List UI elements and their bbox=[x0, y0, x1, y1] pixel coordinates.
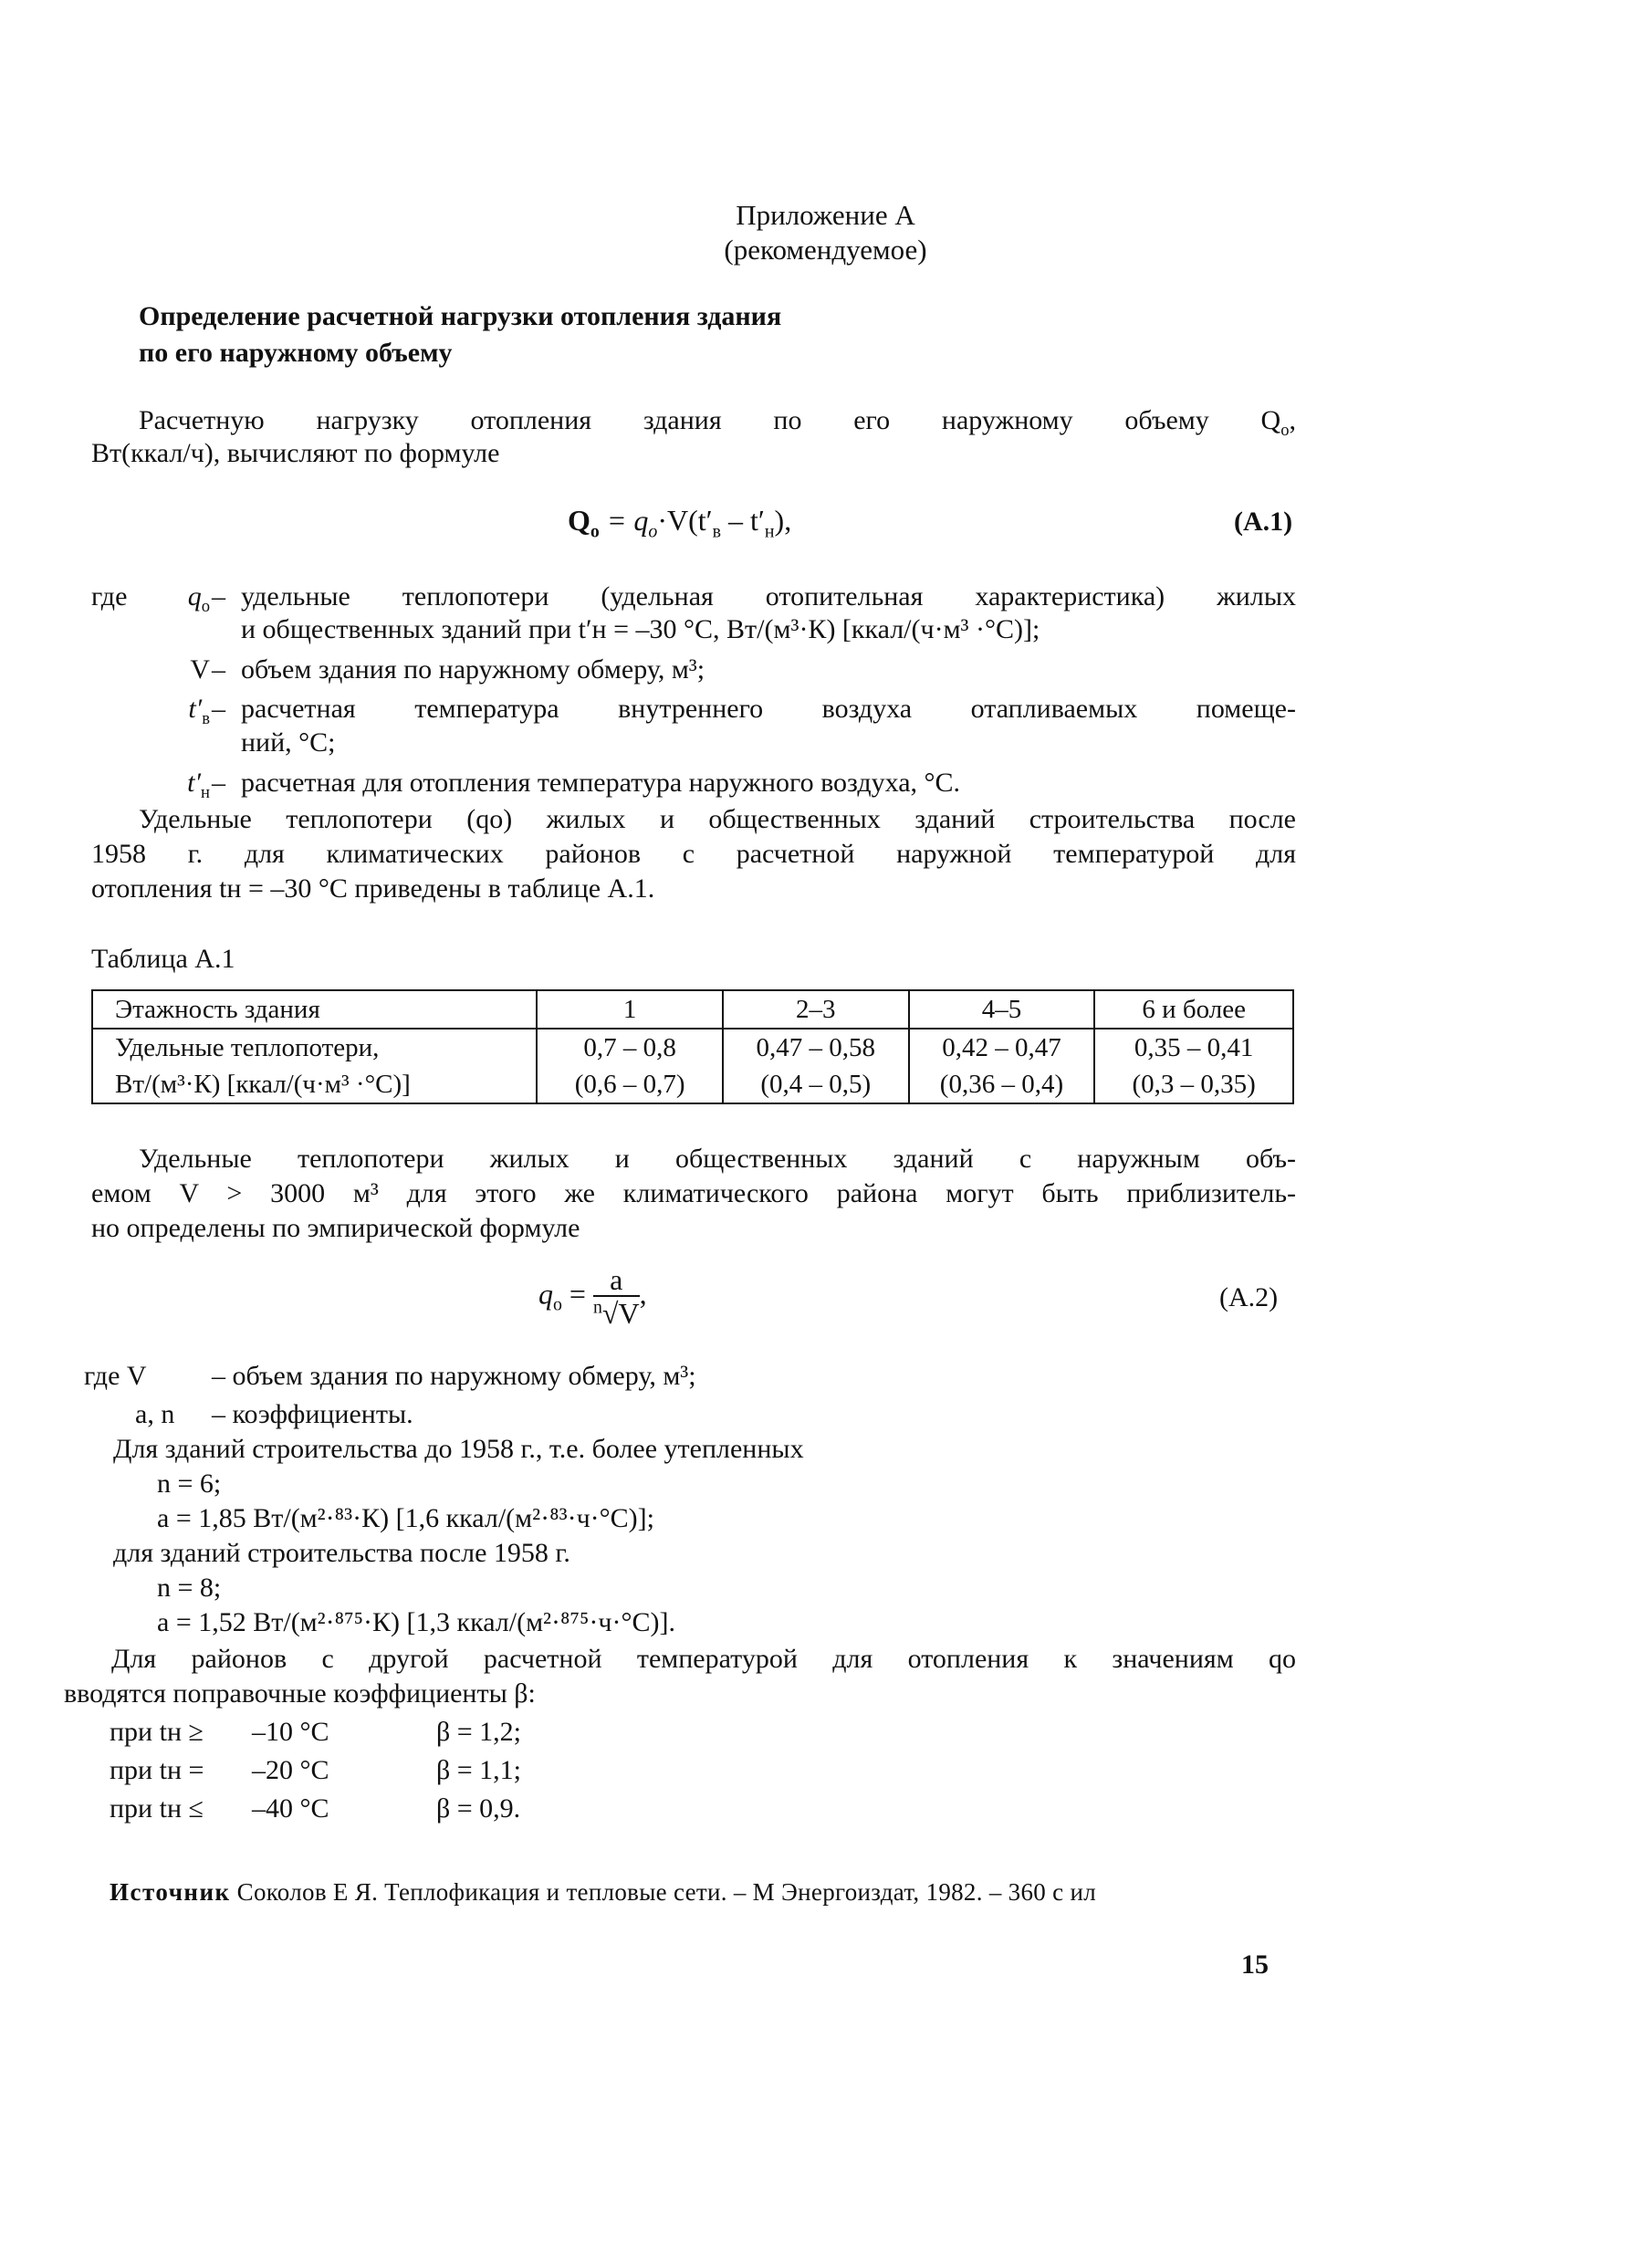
beta-value-2: β = 1,1; bbox=[436, 1755, 522, 1785]
equation-number-a2: (А.2) bbox=[1219, 1282, 1279, 1312]
section-heading-line2: по его наружному объему bbox=[139, 338, 453, 368]
equation-number-a1: (А.1) bbox=[1234, 507, 1293, 537]
beta-temp-1: –10 °С bbox=[252, 1717, 329, 1747]
table-cell: 0,7 – 0,8 bbox=[537, 1029, 723, 1066]
legend-dash: – bbox=[212, 768, 225, 798]
table-cell: 0,35 – 0,41 bbox=[1094, 1029, 1293, 1066]
para3-line3: но определены по эмпирической формуле bbox=[91, 1213, 580, 1243]
legend-desc-v: объем здания по наружному обмеру, м³; bbox=[241, 654, 705, 685]
table-cell: 0,47 – 0,58 bbox=[723, 1029, 909, 1066]
legend-desc-tb-2: ний, °С; bbox=[241, 727, 336, 758]
beta-value-3: β = 0,9. bbox=[436, 1793, 521, 1824]
beta-label-1: при tн ≥ bbox=[110, 1717, 204, 1747]
formula-a1: $Q_о = q_о\cdot V(t'_в - t'_н)$, bbox=[568, 504, 792, 542]
table-row-label-1: Удельные теплопотери, bbox=[92, 1029, 537, 1066]
para3-line2: емом V > 3000 м³ для этого же климатического района могут быть приблизитель- bbox=[91, 1178, 1296, 1208]
legend-desc-qo-2: и общественных зданий при t′н = –30 °С, Вт/(м³·К) [ккал/(ч·м³ ·°С)]; bbox=[241, 614, 1040, 644]
intro-line2: Вт(ккал/ч), вычисляют по формуле bbox=[91, 438, 500, 468]
legend-term-qo: $q_о$ bbox=[187, 581, 210, 616]
coeffs-before-a: a = 1,85 Вт/(м²·⁸³·К) [1,6 ккал/(м²·⁸³·ч·°С)]; bbox=[157, 1503, 654, 1533]
legend-term-tn: $t'_н$ bbox=[187, 768, 210, 802]
table-a1 bbox=[91, 989, 1294, 1104]
para2-line2: 1958 г. для климатических районов с расчетной наружной температурой для bbox=[91, 839, 1296, 869]
table-caption: Таблица А.1 bbox=[91, 944, 235, 974]
coeffs-after-a: a = 1,52 Вт/(м²·⁸⁷⁵·К) [1,3 ккал/(м²·⁸⁷⁵·ч·°С)]. bbox=[157, 1607, 675, 1637]
para4-line1: Для районов с другой расчетной температурой для отопления к значениям qо bbox=[111, 1644, 1296, 1674]
beta-label-2: при tн = bbox=[110, 1755, 204, 1785]
table-cell: (0,36 – 0,4) bbox=[909, 1066, 1095, 1103]
beta-temp-3: –40 °С bbox=[252, 1793, 329, 1824]
legend-dash: – bbox=[212, 654, 225, 685]
beta-value-1: β = 1,2; bbox=[436, 1717, 522, 1747]
beta-temp-2: –20 °С bbox=[252, 1755, 329, 1785]
table-row bbox=[92, 1066, 1293, 1103]
legend2-where-v: где V bbox=[84, 1361, 147, 1391]
para3-line1: Удельные теплопотери жилых и общественных зданий с наружным объ- bbox=[139, 1144, 1296, 1174]
formula-a2: $q_о$ = $\frac{a}{^n√V}$ , bbox=[538, 1263, 647, 1330]
table-col-header: 6 и более bbox=[1094, 990, 1293, 1029]
table-cell: (0,3 – 0,35) bbox=[1094, 1066, 1293, 1103]
table-header-label: Этажность здания bbox=[92, 990, 537, 1029]
para4-line2: вводятся поправочные коэффициенты β: bbox=[64, 1678, 536, 1709]
table-row-label-2: Вт/(м³·К) [ккал/(ч·м³ ·°С)] bbox=[92, 1066, 537, 1103]
appendix-title: Приложение А bbox=[736, 199, 915, 231]
legend-dash: – bbox=[212, 694, 225, 724]
source-label: Источник bbox=[110, 1878, 231, 1906]
coeffs-before-n: n = 6; bbox=[157, 1468, 222, 1499]
coeffs-after-n: n = 8; bbox=[157, 1573, 222, 1603]
legend-dash: – bbox=[212, 581, 225, 611]
appendix-status: (рекомендуемое) bbox=[724, 234, 927, 266]
legend2-desc-v: – объем здания по наружному обмеру, м³; bbox=[212, 1361, 696, 1391]
para2-line3: отопления tн = –30 °С приведены в таблице А.1. bbox=[91, 873, 655, 904]
source-note bbox=[110, 1878, 1096, 1907]
page-number: 15 bbox=[1241, 1949, 1269, 1980]
beta-label-3: при tн ≤ bbox=[110, 1793, 204, 1824]
section-heading-line1: Определение расчетной нагрузки отопления здания bbox=[139, 301, 782, 331]
intro-line1: Расчетную нагрузку отопления здания по его наружному объему $Q_о$, bbox=[139, 405, 1296, 440]
table-col-header: 2–3 bbox=[723, 990, 909, 1029]
coeffs-before-label: Для зданий строительства до 1958 г., т.е. более утепленных bbox=[113, 1434, 804, 1464]
table-cell: (0,4 – 0,5) bbox=[723, 1066, 909, 1103]
legend-desc-tb-1: расчетная температура внутреннего воздуха отапливаемых помеще- bbox=[241, 694, 1296, 724]
table-cell: (0,6 – 0,7) bbox=[537, 1066, 723, 1103]
legend-term-tb: $t'_в$ bbox=[188, 694, 210, 728]
table-row bbox=[92, 1029, 1293, 1066]
table-cell: 0,42 – 0,47 bbox=[909, 1029, 1095, 1066]
table-header-row bbox=[92, 990, 1293, 1029]
legend2-desc-an: – коэффициенты. bbox=[212, 1399, 413, 1429]
para2-line1: Удельные теплопотери (qо) жилых и общественных зданий строительства после bbox=[139, 804, 1296, 834]
coeffs-after-label: для зданий строительства после 1958 г. bbox=[113, 1538, 570, 1568]
table-col-header: 1 bbox=[537, 990, 723, 1029]
legend2-term-an: a, n bbox=[135, 1399, 175, 1429]
table-col-header: 4–5 bbox=[909, 990, 1095, 1029]
legend-desc-qo-1: удельные теплопотери (удельная отопительная характеристика) жилых bbox=[241, 581, 1296, 611]
legend-term-v: V bbox=[190, 654, 210, 685]
legend-where: где bbox=[91, 581, 128, 611]
legend-desc-tn: расчетная для отопления температура наружного воздуха, °С. bbox=[241, 768, 961, 798]
fraction: $\frac{a}{^n√V}$ bbox=[592, 1263, 640, 1330]
source-text: Соколов Е Я. Теплофикация и тепловые сети. – М Энергоиздат, 1982. – 360 с ил bbox=[236, 1878, 1096, 1906]
